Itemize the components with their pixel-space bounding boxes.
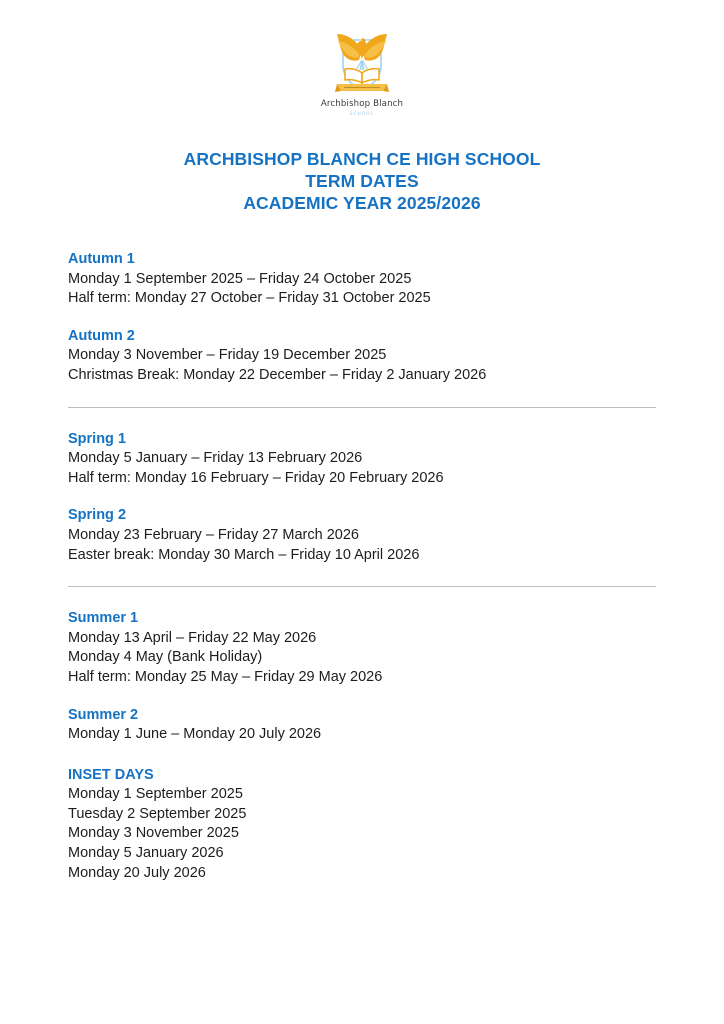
term-autumn-2 <box>68 327 664 386</box>
term-heading: Autumn 1 <box>68 251 135 267</box>
term-heading: Autumn 2 <box>68 327 135 344</box>
logo-sub-wordmark: SCHOOL <box>349 111 375 116</box>
logo-stack <box>315 28 409 116</box>
term-line: Half term: Monday 25 May – Friday 29 May 2026 <box>68 668 383 685</box>
term-heading: Spring 2 <box>68 507 127 524</box>
logo-wordmark: Archbishop Blanch <box>320 99 404 109</box>
term-heading: Summer 2 <box>68 706 139 723</box>
term-line: Monday 23 February – Friday 27 March 2026 <box>68 526 359 543</box>
inset-day-line: Monday 5 January 2026 <box>68 845 224 862</box>
term-line: Monday 13 April – Friday 22 May 2026 <box>68 629 317 646</box>
term-heading: Spring 1 <box>68 430 127 447</box>
section-divider-2 <box>68 586 656 587</box>
term-line: Monday 3 November – Friday 19 December 2025 <box>68 347 387 364</box>
term-line: Christmas Break: Monday 22 December – Friday 2 January 2026 <box>68 366 487 383</box>
term-line: Half term: Monday 16 February – Friday 20 February 2026 <box>68 469 444 486</box>
term-line: Monday 1 June – Monday 20 July 2026 <box>68 726 322 743</box>
term-line: Monday 5 January – Friday 13 February 2026 <box>68 450 363 467</box>
school-logo <box>0 0 724 116</box>
title-line-term-dates: TERM DATES <box>305 171 419 191</box>
term-dates-content <box>0 250 724 883</box>
term-summer-2 <box>68 706 664 745</box>
inset-day-line: Monday 20 July 2026 <box>68 864 206 881</box>
inset-days-heading: INSET DAYS <box>68 766 154 783</box>
page-title <box>0 148 724 214</box>
term-line: Easter break: Monday 30 March – Friday 10 April 2026 <box>68 546 420 563</box>
term-autumn-1 <box>68 250 664 309</box>
term-group-summer <box>68 609 664 745</box>
term-line: Monday 1 September 2025 – Friday 24 October 2025 <box>68 270 412 287</box>
inset-day-line: Tuesday 2 September 2025 <box>68 805 247 822</box>
term-group-autumn <box>68 250 664 386</box>
term-heading: Summer 1 <box>68 610 139 627</box>
title-line-academic-year: ACADEMIC YEAR 2025/2026 <box>243 193 481 213</box>
title-line-school: ARCHBISHOP BLANCH CE HIGH SCHOOL <box>183 149 541 169</box>
term-spring-1 <box>68 430 664 489</box>
archbishop-blanch-crest-icon <box>323 28 401 96</box>
term-line: Monday 4 May (Bank Holiday) <box>68 649 263 666</box>
term-group-spring <box>68 430 664 566</box>
term-line: Half term: Monday 27 October – Friday 31 October 2025 <box>68 290 431 307</box>
inset-day-line: Monday 3 November 2025 <box>68 825 239 842</box>
inset-days-section <box>68 766 664 884</box>
inset-day-line: Monday 1 September 2025 <box>68 786 243 803</box>
section-divider-1 <box>68 407 656 408</box>
term-spring-2 <box>68 506 664 565</box>
term-summer-1 <box>68 609 664 687</box>
